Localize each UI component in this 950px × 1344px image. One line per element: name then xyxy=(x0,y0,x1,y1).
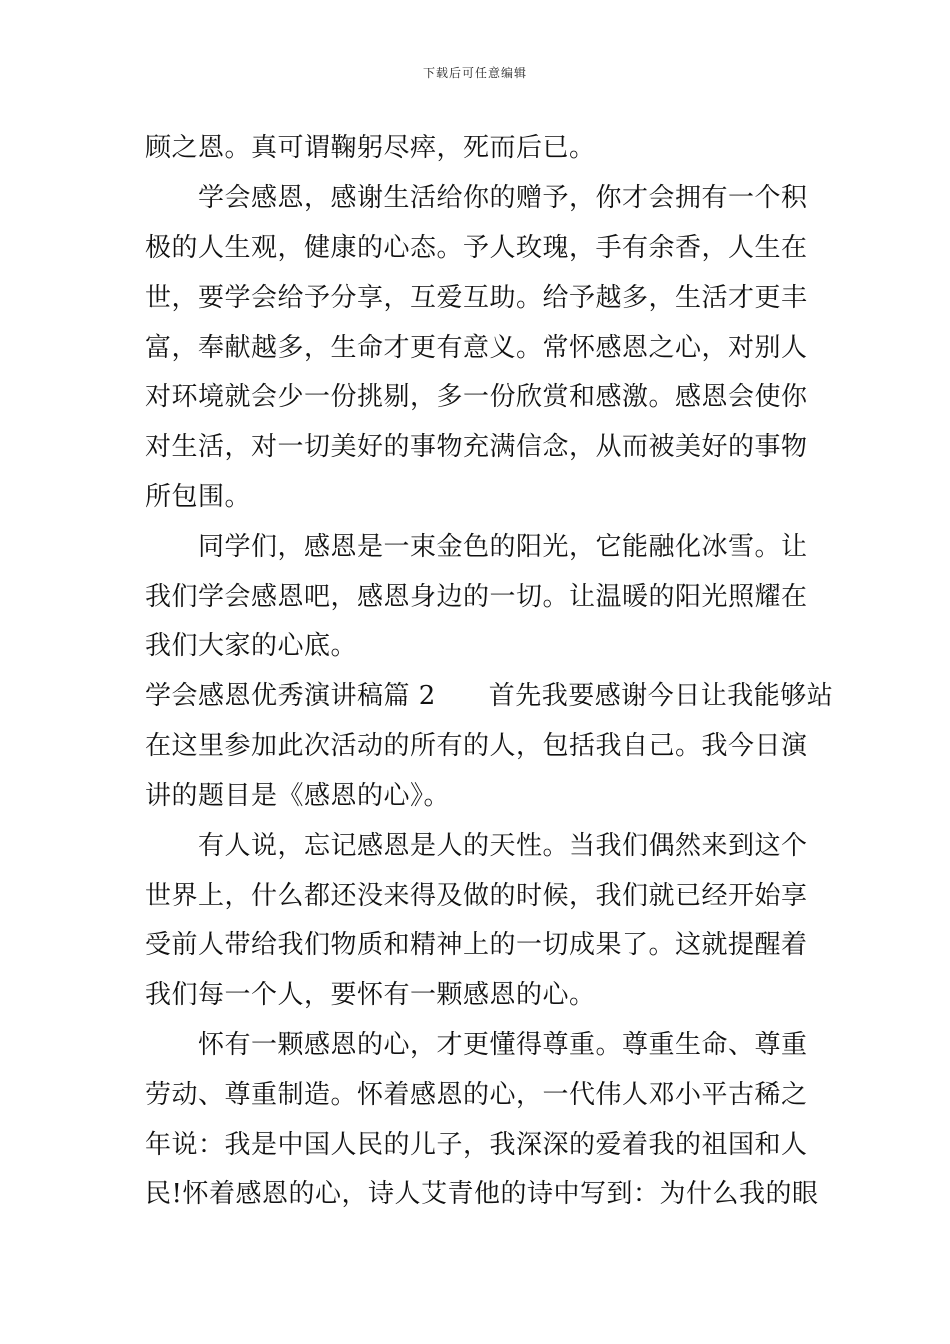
text-line: 对生活，对一切美好的事物充满信念，从而被美好的事物 xyxy=(145,432,808,462)
text-line: 极的人生观，健康的心态。予人玫瑰，手有余香，人生在 xyxy=(145,233,808,263)
text-line: 学会感恩优秀演讲稿篇 2 首先我要感谢今日让我能够站 xyxy=(145,681,834,711)
text-line: 年说：我是中国人民的儿子，我深深的爱着我的祖国和人 xyxy=(145,1130,808,1160)
header-note: 下载后可任意编辑 xyxy=(422,66,527,80)
text-line: 同学们，感恩是一束金色的阳光，它能融化冰雪。让 xyxy=(145,532,808,562)
text-line: 富，奉献越多，生命才更有意义。常怀感恩之心，对别人 xyxy=(145,333,808,363)
text-line: 讲的题目是《感恩的心》。 xyxy=(145,781,451,811)
text-line: 怀有一颗感恩的心，才更懂得尊重。尊重生命、尊重 xyxy=(145,1030,808,1060)
text-line: 我们每一个人，要怀有一颗感恩的心。 xyxy=(145,980,596,1010)
text-line: 对环境就会少一份挑剔，多一份欣赏和感激。感恩会使你 xyxy=(145,382,808,412)
text-line: 世，要学会给予分享，互爱互助。给予越多，生活才更丰 xyxy=(145,283,808,313)
text-line: 我们学会感恩吧，感恩身边的一切。让温暖的阳光照耀在 xyxy=(145,582,808,612)
text-line: 劳动、尊重制造。怀着感恩的心，一代伟人邓小平古稀之 xyxy=(145,1080,808,1110)
text-line: 学会感恩，感谢生活给你的赠予，你才会拥有一个积 xyxy=(145,183,808,213)
text-line: 顾之恩。真可谓鞠躬尽瘁，死而后已。 xyxy=(145,133,596,163)
text-line: 世界上，什么都还没来得及做的时候，我们就已经开始享 xyxy=(145,881,808,911)
text-line: 在这里参加此次活动的所有的人，包括我自己。我今日演 xyxy=(145,731,808,761)
text-line: 受前人带给我们物质和精神上的一切成果了。这就提醒着 xyxy=(145,930,808,960)
text-line: 我们大家的心底。 xyxy=(145,631,358,661)
text-line: 民!怀着感恩的心，诗人艾青他的诗中写到：为什么我的眼 xyxy=(145,1179,819,1209)
text-line: 有人说，忘记感恩是人的天性。当我们偶然来到这个 xyxy=(145,831,808,861)
text-line: 所包围。 xyxy=(145,482,252,512)
